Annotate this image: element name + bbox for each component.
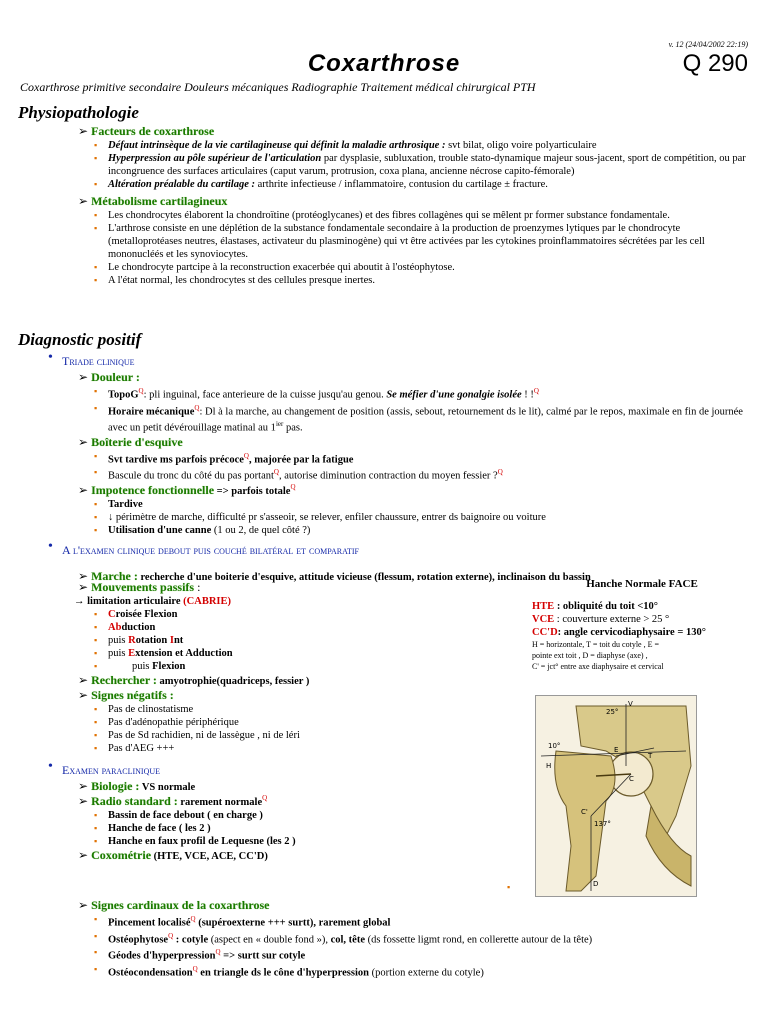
question-number: Q 290 <box>682 50 748 77</box>
legend-3: C' = jct° entre axe diaphysaire et cervical <box>532 662 664 671</box>
list-item: ▪ Bassin de face debout ( en charge ) <box>92 809 522 822</box>
list-item: ▪ ↓ périmètre de marche, difficulté pr s'asseoir, se relever, enfiler chaussure, entrer ds baignoire ou voiture <box>92 511 754 524</box>
list-item: ▪ Ostéophytose$^Q$ : cotyle (aspect en « double fond »), col, tête (ds fossette ligmt rond, en collerette autour de la tête) <box>92 930 754 947</box>
hanche-title: Hanche Normale FACE <box>586 578 698 590</box>
list-item: ▪ Svt tardive ms parfois précoce$^Q$, majorée par la fatigue <box>92 450 754 467</box>
list-item: ▪ Pincement localisé$^Q$ (supéroexterne +++ surtt), rarement global <box>92 913 754 930</box>
page-title: Coxarthrose <box>307 50 461 77</box>
legend-2: pointe ext toit , D = diaphyse (axe) , <box>532 651 648 660</box>
label-v: V <box>628 700 633 708</box>
label-h: H <box>546 762 552 770</box>
hip-xray-illustration <box>535 695 697 897</box>
label-10: 10° <box>548 742 561 750</box>
list-item: ▪ Les chondrocytes élaborent la chondroïtine (protéoglycanes) et des fibres collagènes qui se mêlent pr former substance fondamentale. <box>92 209 754 222</box>
list-item: ▪ L'arthrose consiste en une déplétion de la substance fondamentale secondaire à la production de proenzymes lytiques par le chondrocyte (metalloprotéases neutres, élastases, activateur du plasminogène) qui vt être activées par les cytokines proinflammatoires sécrétées par les cell mononucléés et les synoviocytes. <box>92 222 754 261</box>
facteurs-heading: ➢ Facteurs de coxarthrose <box>78 124 215 138</box>
list-item: ▪ Altération préalable du cartilage : arthrite infectieuse / inflammatoire, contusion du cartilage ± fracture. <box>92 178 754 191</box>
biologie-heading: ➢ Biologie : VS normale <box>78 779 196 793</box>
orange-bullet: ▪ <box>507 882 511 892</box>
boiterie-heading: ➢ Boîterie d'esquive <box>78 434 183 449</box>
list-item: ▪ Pas d'adénopathie périphérique <box>92 716 522 729</box>
list-item: ▪ puis Rotation Int <box>92 634 522 647</box>
label-cprime: C' <box>581 808 588 816</box>
radio-heading: ➢ Radio standard : rarement normale$^Q$ <box>78 794 268 808</box>
list-item: ▪ Abduction <box>92 621 522 634</box>
signes-heading: ➢ Signes cardinaux de la coxarthrose <box>78 898 270 912</box>
list-item: ▪ Hanche de face ( les 2 ) <box>92 822 522 835</box>
hip-diagram-icon <box>536 696 696 896</box>
list-item: ▪ puis Flexion <box>92 660 522 673</box>
label-d: D <box>593 880 599 888</box>
heading-diagnostic: Diagnostic positif <box>18 330 142 349</box>
list-item: ▪ TopoG$^Q$: pli inguinal, face anterieure de la cuisse jusqu'au genou. Se méfier d'une gonalgie isolée ! !$^Q$ <box>92 385 754 402</box>
ccd-line: CC'D: angle cervicodiaphysaire = 130° <box>532 627 706 638</box>
list-item: ▪ Croisée Flexion <box>92 608 522 621</box>
physio-section <box>78 124 754 287</box>
subtitle-keywords: Coxarthrose primitive secondaire Douleurs mécaniques Radiographie Traitement médical chirurgical PTH <box>20 80 536 94</box>
list-item: ▪ Défaut intrinsèque de la vie cartilagineuse qui définit la maladie arthrosique : svt bilat, oligo voire polyarticulaire <box>92 139 754 152</box>
list-item: ▪ Bascule du tronc du côté du pas portant$^Q$, autorise diminution contraction du moyen fessier ?$^Q$ <box>92 466 754 483</box>
list-item: ▪ Tardive <box>92 498 754 511</box>
metabolisme-heading: ➢ Métabolisme cartilagineux <box>78 194 228 208</box>
mouvements-heading: ➢ Mouvements passifs : <box>78 580 201 594</box>
triade-heading: • Triade clinique <box>62 352 754 370</box>
marche-line: ➢ Marche : recherche d'une boiterie d'esquive, attitude vicieuse (flessum, rotation externe), inclinaison du bassin <box>78 568 591 583</box>
label-e: E <box>614 746 619 754</box>
list-item: ▪ Géodes d'hyperpression$^Q$ => surtt sur cotyle <box>92 946 754 963</box>
examen-heading: • A l'examen clinique debout puis couché bilatéral et comparatif <box>62 541 754 559</box>
list-item: ▪ Horaire mécanique$^Q$: Dl à la marche, au changement de position (assis, sebout, retournement ds le lit), calmé par le repos, maximale en fin de journée avec un petit dévérouillage matinal au $1^{ier}$ pas. <box>92 402 754 435</box>
signes-section <box>78 898 754 979</box>
douleur-heading: ➢ Douleur : <box>78 370 140 384</box>
list-item: ▪ Ostéocondensation$^Q$ en triangle ds le cône d'hyperpression (portion externe du cotyle) <box>92 963 754 980</box>
diag-left-column <box>62 580 522 863</box>
negatifs-heading: ➢ Signes négatifs : <box>78 688 174 702</box>
list-item: ▪ A l'état normal, les chondrocytes st des cellules presque inertes. <box>92 274 754 287</box>
paraclinique-heading: • Examen paraclinique <box>62 761 522 779</box>
list-item: ▪ Pas de Sd rachidien, ni de lassègue , ni de léri <box>92 729 522 742</box>
hte-line: HTE : obliquité du toit <10° <box>532 601 659 612</box>
coxometrie-heading: ➢ Coxométrie (HTE, VCE, ACE, CC'D) <box>78 848 268 862</box>
heading-physiopathologie: Physiopathologie <box>18 103 139 122</box>
legend-1: H = horizontale, T = toit du cotyle , E = <box>532 640 659 649</box>
limitation-line: → limitation articulaire (CABRIE) <box>74 596 232 607</box>
list-item: ▪ Hyperpression au pôle supérieur de l'articulation par dysplasie, subluxation, trouble stato-dynamique majeur sous-jacent, sport de compétition, ou par incongruence des surfaces articulaires (caput varum, protrusion, coxa plana, ancienne nécrose capito-fémorale) <box>92 152 754 178</box>
vce-line: VCE : couverture externe > 25 ° <box>532 614 670 625</box>
list-item: ▪ Hanche en faux profil de Lequesne (les 2 ) <box>92 835 522 848</box>
list-item: ▪ puis Extension et Adduction <box>92 647 522 660</box>
label-137: 137° <box>594 820 611 828</box>
list-item: ▪ Pas de clinostatisme <box>92 703 522 716</box>
diag-top-section <box>62 352 754 584</box>
label-t: T <box>648 752 653 760</box>
hanche-panel <box>532 578 752 672</box>
label-c: C <box>629 775 634 783</box>
label-25: 25° <box>606 708 619 716</box>
list-item: ▪ Pas d'AEG +++ <box>92 742 522 755</box>
list-item: ▪ Utilisation d'une canne (1 ou 2, de quel côté ?) <box>92 524 754 537</box>
version-label: v. 12 (24/04/2002 22:19) <box>668 40 748 49</box>
rechercher-heading: ➢ Rechercher : amyotrophie(quadriceps, fessier ) <box>78 673 310 687</box>
list-item: ▪ Le chondrocyte partcipe à la reconstruction exacerbée qui aboutit à l'ostéophytose. <box>92 261 754 274</box>
impotence-heading: ➢ Impotence fonctionnelle => parfois totale$^Q$ <box>78 482 296 497</box>
